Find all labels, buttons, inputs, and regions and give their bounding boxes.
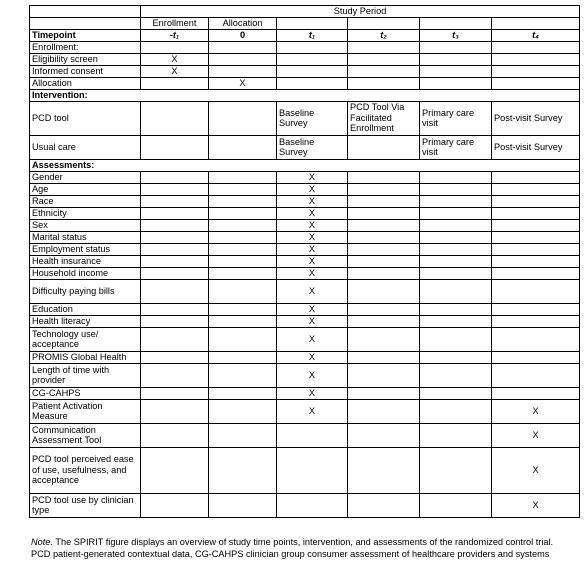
assessment-row [30, 327, 580, 351]
header-row-phases [30, 17, 580, 29]
intervention-t1: Baseline Survey [277, 101, 348, 135]
assessment-t4-mark [492, 387, 580, 399]
intervention-heading-row [30, 89, 580, 101]
blank-cell [420, 423, 492, 447]
blank-cell [141, 101, 209, 135]
blank-cell [348, 219, 420, 231]
blank-cell [348, 41, 420, 53]
row-label: Difficulty paying bills [30, 279, 141, 303]
note-prefix: Note. [31, 537, 53, 547]
assessment-t4-mark [492, 231, 580, 243]
intervention-t2 [348, 135, 420, 159]
assessment-t1-mark: X [277, 183, 348, 195]
blank-cell [348, 327, 420, 351]
row-label: Age [30, 183, 141, 195]
blank-cell [209, 171, 277, 183]
assessment-row [30, 387, 580, 399]
row-label: PROMIS Global Health [30, 351, 141, 363]
blank-cell [348, 255, 420, 267]
assessment-row [30, 423, 580, 447]
enrollment-mark: X [141, 53, 209, 65]
enrollment-column-header: Enrollment [141, 17, 209, 29]
row-label: Technology use/ acceptance [30, 327, 141, 351]
spirit-schedule-table [29, 5, 580, 518]
blank-cell [209, 351, 277, 363]
assessment-t4-mark: X [492, 493, 580, 517]
assessment-t4-mark [492, 363, 580, 387]
assessment-t1-mark: X [277, 315, 348, 327]
row-label: Household income [30, 267, 141, 279]
assessment-t4-mark: X [492, 423, 580, 447]
intervention-row [30, 101, 580, 135]
blank-cell [209, 101, 277, 135]
blank-cell [209, 267, 277, 279]
blank-cell [348, 351, 420, 363]
blank-cell [348, 207, 420, 219]
allocation-mark [209, 53, 277, 65]
allocation-mark [209, 65, 277, 77]
blank-cell [209, 279, 277, 303]
blank-cell [209, 243, 277, 255]
header-row-timepoints [30, 29, 580, 41]
timepoint-t3: t₃ [420, 29, 492, 41]
assessment-t4-mark [492, 315, 580, 327]
assessment-row [30, 207, 580, 219]
blank-cell [348, 65, 420, 77]
blank-cell [420, 363, 492, 387]
blank-cell [420, 77, 492, 89]
timepoint-t2: t₂ [348, 29, 420, 41]
blank-cell [348, 171, 420, 183]
assessments-heading: Assessments: [30, 159, 580, 171]
blank-cell [420, 41, 492, 53]
blank-cell [141, 255, 209, 267]
blank-cell [141, 447, 209, 493]
row-label: Employment status [30, 243, 141, 255]
blank-cell [420, 327, 492, 351]
blank-cell [141, 399, 209, 423]
blank-cell [141, 267, 209, 279]
blank-cell [348, 183, 420, 195]
blank-cell [209, 195, 277, 207]
row-label: Allocation [30, 77, 141, 89]
blank-cell [141, 303, 209, 315]
blank-cell [492, 17, 580, 29]
assessment-t4-mark [492, 279, 580, 303]
row-label: Patient Activation Measure [30, 399, 141, 423]
blank-cell [420, 171, 492, 183]
note-text: The SPIRIT figure displays an overview of study time points, intervention, and assessments of the randomized control trial. PCD patient-generated contextual data, CG-CAHPS clinician group consumer assessment of healthcare providers and systems [31, 537, 554, 559]
blank-cell [420, 53, 492, 65]
assessment-row [30, 351, 580, 363]
assessment-t4-mark [492, 243, 580, 255]
row-label: Informed consent [30, 65, 141, 77]
blank-cell [141, 183, 209, 195]
blank-cell [141, 219, 209, 231]
blank-cell [209, 255, 277, 267]
blank-cell [209, 327, 277, 351]
assessment-row [30, 303, 580, 315]
intervention-t1: Baseline Survey [277, 135, 348, 159]
allocation-mark: X [209, 77, 277, 89]
row-label: PCD tool [30, 101, 141, 135]
assessments-heading-row [30, 159, 580, 171]
blank-cell [141, 171, 209, 183]
timepoint-label: Timepoint [30, 29, 141, 41]
assessment-row [30, 183, 580, 195]
blank-cell [209, 303, 277, 315]
assessment-row [30, 493, 580, 517]
assessment-row [30, 195, 580, 207]
enrollment-row [30, 65, 580, 77]
blank-cell [209, 315, 277, 327]
blank-cell [420, 183, 492, 195]
row-label: PCD tool perceived ease of use, usefulness, and acceptance [30, 447, 141, 493]
assessment-t1-mark: X [277, 267, 348, 279]
blank-cell [420, 399, 492, 423]
blank-cell [141, 493, 209, 517]
header-row-study-period [30, 6, 580, 18]
blank-cell [348, 267, 420, 279]
assessment-t4-mark: X [492, 399, 580, 423]
assessment-t1-mark: X [277, 231, 348, 243]
blank-cell [141, 363, 209, 387]
blank-cell [492, 53, 580, 65]
enrollment-row [30, 41, 580, 53]
blank-cell [277, 65, 348, 77]
row-label: CG-CAHPS [30, 387, 141, 399]
blank-cell [348, 387, 420, 399]
study-period-header: Study Period [141, 6, 580, 18]
blank-cell [277, 41, 348, 53]
row-label: Health insurance [30, 255, 141, 267]
blank-cell [209, 207, 277, 219]
blank-cell [348, 399, 420, 423]
blank-cell [277, 77, 348, 89]
blank-cell [141, 327, 209, 351]
assessment-row [30, 363, 580, 387]
blank-cell [141, 135, 209, 159]
row-label: Length of time with provider [30, 363, 141, 387]
blank-cell [209, 363, 277, 387]
blank-cell [209, 493, 277, 517]
assessment-row [30, 219, 580, 231]
intervention-t4: Post-visit Survey [492, 101, 580, 135]
blank-cell [141, 387, 209, 399]
blank-cell [420, 207, 492, 219]
assessment-t1-mark: X [277, 363, 348, 387]
blank-cell [209, 231, 277, 243]
row-label: PCD tool use by clinician type [30, 493, 141, 517]
blank-cell [348, 315, 420, 327]
blank-cell [420, 315, 492, 327]
row-label: Usual care [30, 135, 141, 159]
row-label: Ethnicity [30, 207, 141, 219]
blank-cell [277, 17, 348, 29]
timepoint-t4: t₄ [492, 29, 580, 41]
assessment-row [30, 231, 580, 243]
blank-cell [348, 17, 420, 29]
enrollment-row [30, 77, 580, 89]
row-label: Education [30, 303, 141, 315]
blank-cell [209, 399, 277, 423]
assessment-t1-mark: X [277, 207, 348, 219]
blank-cell [492, 65, 580, 77]
assessment-t1-mark: X [277, 303, 348, 315]
row-label: Enrollment: [30, 41, 141, 53]
blank-cell [492, 41, 580, 53]
assessment-row [30, 447, 580, 493]
assessment-t4-mark [492, 303, 580, 315]
blank-cell [141, 315, 209, 327]
blank-cell [348, 493, 420, 517]
assessment-t1-mark [277, 447, 348, 493]
row-label: Health literacy [30, 315, 141, 327]
enrollment-mark [141, 77, 209, 89]
timepoint-enrollment: -t₁ [141, 29, 209, 41]
assessment-t1-mark [277, 423, 348, 447]
assessment-t1-mark: X [277, 327, 348, 351]
blank-cell [348, 77, 420, 89]
blank-cell [30, 17, 141, 29]
assessment-t4-mark [492, 267, 580, 279]
assessment-t4-mark [492, 351, 580, 363]
blank-cell [348, 303, 420, 315]
blank-cell [420, 243, 492, 255]
assessment-row [30, 267, 580, 279]
blank-cell [348, 231, 420, 243]
assessment-t1-mark: X [277, 279, 348, 303]
assessment-t4-mark [492, 195, 580, 207]
allocation-column-header: Allocation [209, 17, 277, 29]
assessment-t1-mark: X [277, 387, 348, 399]
assessment-t1-mark: X [277, 171, 348, 183]
row-label: Communication Assessment Tool [30, 423, 141, 447]
blank-cell [209, 219, 277, 231]
blank-cell [420, 447, 492, 493]
blank-cell [420, 255, 492, 267]
row-label: Gender [30, 171, 141, 183]
assessment-row [30, 279, 580, 303]
assessment-t4-mark [492, 183, 580, 195]
assessment-t4-mark: X [492, 447, 580, 493]
intervention-t4: Post-visit Survey [492, 135, 580, 159]
row-label: Marital status [30, 231, 141, 243]
blank-cell [141, 195, 209, 207]
enrollment-mark [141, 41, 209, 53]
assessment-row [30, 315, 580, 327]
intervention-t3: Primary care visit [420, 135, 492, 159]
assessment-t1-mark: X [277, 255, 348, 267]
blank-cell [348, 423, 420, 447]
blank-cell [348, 195, 420, 207]
blank-cell [420, 493, 492, 517]
blank-cell [348, 447, 420, 493]
blank-cell [420, 303, 492, 315]
blank-cell [209, 423, 277, 447]
assessment-t1-mark: X [277, 195, 348, 207]
blank-cell [141, 423, 209, 447]
assessment-t1-mark [277, 493, 348, 517]
blank-cell [348, 279, 420, 303]
blank-cell [348, 243, 420, 255]
blank-cell [420, 351, 492, 363]
assessment-row [30, 255, 580, 267]
blank-cell [277, 53, 348, 65]
intervention-row [30, 135, 580, 159]
blank-cell [420, 267, 492, 279]
row-label: Sex [30, 219, 141, 231]
timepoint-allocation: 0 [209, 29, 277, 41]
enrollment-mark: X [141, 65, 209, 77]
blank-cell [209, 387, 277, 399]
table-note [31, 537, 571, 560]
assessment-t1-mark: X [277, 243, 348, 255]
assessment-row [30, 243, 580, 255]
timepoint-t1: t₁ [277, 29, 348, 41]
assessment-row [30, 399, 580, 423]
blank-cell [141, 207, 209, 219]
assessment-t4-mark [492, 327, 580, 351]
assessment-t4-mark [492, 219, 580, 231]
assessment-t4-mark [492, 171, 580, 183]
intervention-t2: PCD Tool Via Facilitated Enrollment [348, 101, 420, 135]
row-label: Race [30, 195, 141, 207]
blank-cell [420, 65, 492, 77]
blank-cell [209, 135, 277, 159]
assessment-t1-mark: X [277, 351, 348, 363]
blank-cell [420, 195, 492, 207]
blank-cell [420, 387, 492, 399]
assessment-t1-mark: X [277, 219, 348, 231]
blank-cell [141, 351, 209, 363]
blank-cell [141, 231, 209, 243]
blank-cell [420, 231, 492, 243]
blank-cell [420, 279, 492, 303]
allocation-mark [209, 41, 277, 53]
assessment-t1-mark: X [277, 399, 348, 423]
assessment-row [30, 171, 580, 183]
blank-cell [348, 53, 420, 65]
intervention-t3: Primary care visit [420, 101, 492, 135]
blank-cell [420, 17, 492, 29]
blank-cell [141, 279, 209, 303]
intervention-heading: Intervention: [30, 89, 580, 101]
blank-cell [209, 183, 277, 195]
blank-cell [420, 219, 492, 231]
blank-cell [30, 6, 141, 18]
blank-cell [209, 447, 277, 493]
assessment-t4-mark [492, 207, 580, 219]
blank-cell [492, 77, 580, 89]
assessment-t4-mark [492, 255, 580, 267]
enrollment-row [30, 53, 580, 65]
blank-cell [141, 243, 209, 255]
row-label: Eligibility screen [30, 53, 141, 65]
blank-cell [348, 363, 420, 387]
